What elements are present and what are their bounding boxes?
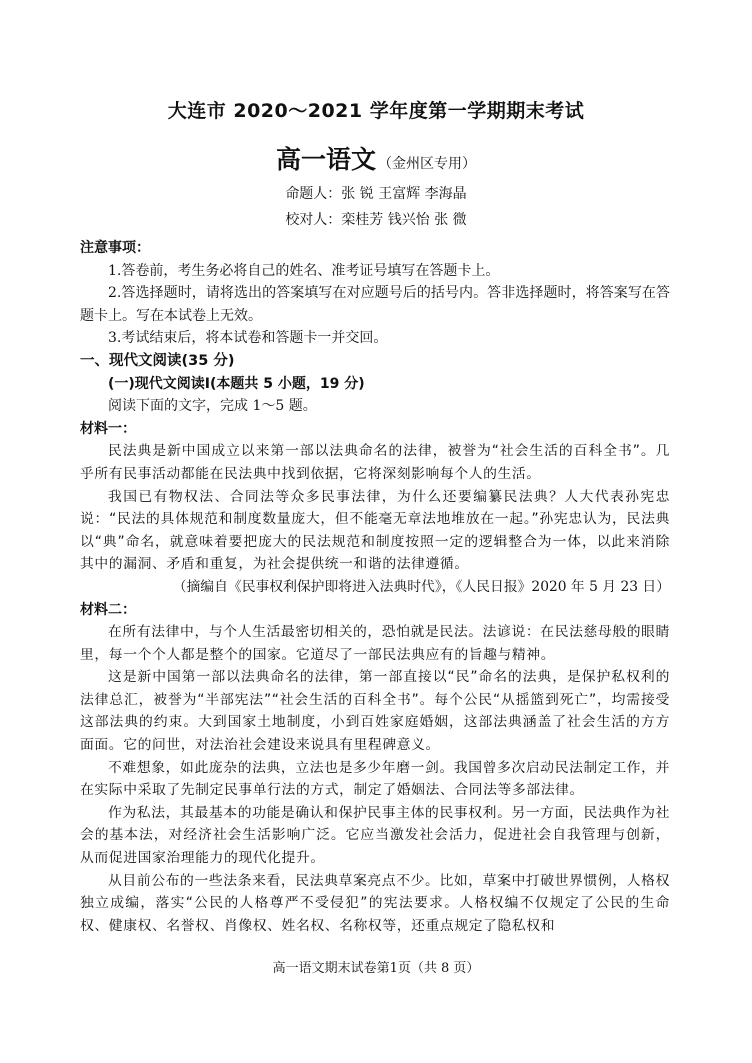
notice-item: 3.考试结束后，将本试卷和答题卡一并交回。 — [108, 330, 388, 347]
material2-paragraph: 作为私法，其最基本的功能是确认和保护民事主体的民事权利。另一方面，民法典作为社会的基本法，对经济社会生活影响广泛。它应当激发社会活力，促进社会自我管理与创新，从而促进国家治理能力的现代化提升。 — [80, 804, 670, 867]
material1-paragraph: 我国已有物权法、合同法等众多民事法律，为什么还要编纂民法典？人大代表孙宪忠说：“民法的具体规范和制度数量庞大，但不能毫无章法地堆放在一起。”孙宪忠认为，民法典以“典”命名，就意味着要把庞大的民法规范和制度按照一定的逻辑整合为一体，以此来消除其中的漏洞、矛盾和重复，为社会提供统一和谐的法律遵循。 — [80, 488, 670, 573]
material2-heading: 材料二： — [80, 601, 136, 618]
material1-paragraph: 民法典是新中国成立以来第一部以法典命名的法律，被誉为“社会生活的百科全书”。几乎所有民事活动都能在民法典中找到依据，它将深刻影响每个人的生活。 — [80, 443, 670, 482]
section-title: 一、现代文阅读(35 分) — [80, 352, 235, 369]
material2-paragraph: 从目前公布的一些法条来看，民法典草案亮点不少。比如，草案中打破世界惯例，人格权独立成编，落实“公民的人格尊严不受侵犯”的宪法要求。人格权编不仅规定了公民的生命权、健康权、名誉权、肖像权、姓名权、名称权等，还重点规定了隐私权和 — [80, 872, 670, 934]
subject-note: （金州区专用） — [378, 156, 476, 172]
subject-title: 高一语文 — [275, 145, 376, 174]
page-footer: 高一语文期末试卷第1页（共 8 页） — [272, 961, 480, 976]
material2-paragraph: 这是新中国第一部以法典命名的法律，第一部直接以“民”命名的法典，是保护私权利的法律总汇，被誉为“半部宪法”“社会生活的百科全书”。每个公民“从摇篮到死亡”，均需接受这部法典的约束。大到国家土地制度，小到百姓家庭婚姻，这部法典涵盖了社会生活的方方面面。它的问世，对法治社会建设来说具有里程碑意义。 — [80, 669, 670, 754]
notice-item: 2.答选择题时，请将选出的答案填写在对应题号后的括号内。答非选择题时，将答案写在答题卡上。写在本试卷上无效。 — [80, 285, 670, 324]
material2-paragraph: 在所有法律中，与个人生活最密切相关的，恐怕就是民法。法谚说：在民法慈母般的眼睛里，每一个个人都是整个的国家。它道尽了一部民法典应有的旨趣与精神。 — [80, 624, 670, 663]
section-instruction: 阅读下面的文字，完成 1～5 题。 — [108, 398, 317, 415]
subsection-title: (一)现代文阅读Ⅰ(本题共 5 小题，19 分) — [108, 375, 365, 392]
notice-item: 1.答卷前，考生务必将自己的姓名、准考证号填写在答题卡上。 — [108, 262, 500, 279]
material1-heading: 材料一： — [80, 420, 136, 437]
subject-line — [0, 140, 752, 176]
notice-heading: 注意事项： — [80, 240, 150, 256]
material2-paragraph: 不难想象，如此庞杂的法典，立法也是多少年磨一剑。我国曾多次启动民法制定工作，并在实际中采取了先制定民事单行法的方式，制定了婚姻法、合同法等多部法律。 — [80, 759, 670, 799]
checkers-line: 校对人：栾桂芳 钱兴怡 张 微 — [285, 212, 467, 228]
exam-title: 大连市 2020～2021 学年度第一学期期末考试 — [167, 100, 585, 122]
exam-body — [80, 237, 670, 937]
authors-line: 命题人：张 锐 王富辉 李海晶 — [285, 186, 467, 202]
material1-source: （摘编自《民事权利保护即将进入法典时代》，《人民日报》2020 年 5 月 23 日） — [172, 578, 670, 595]
